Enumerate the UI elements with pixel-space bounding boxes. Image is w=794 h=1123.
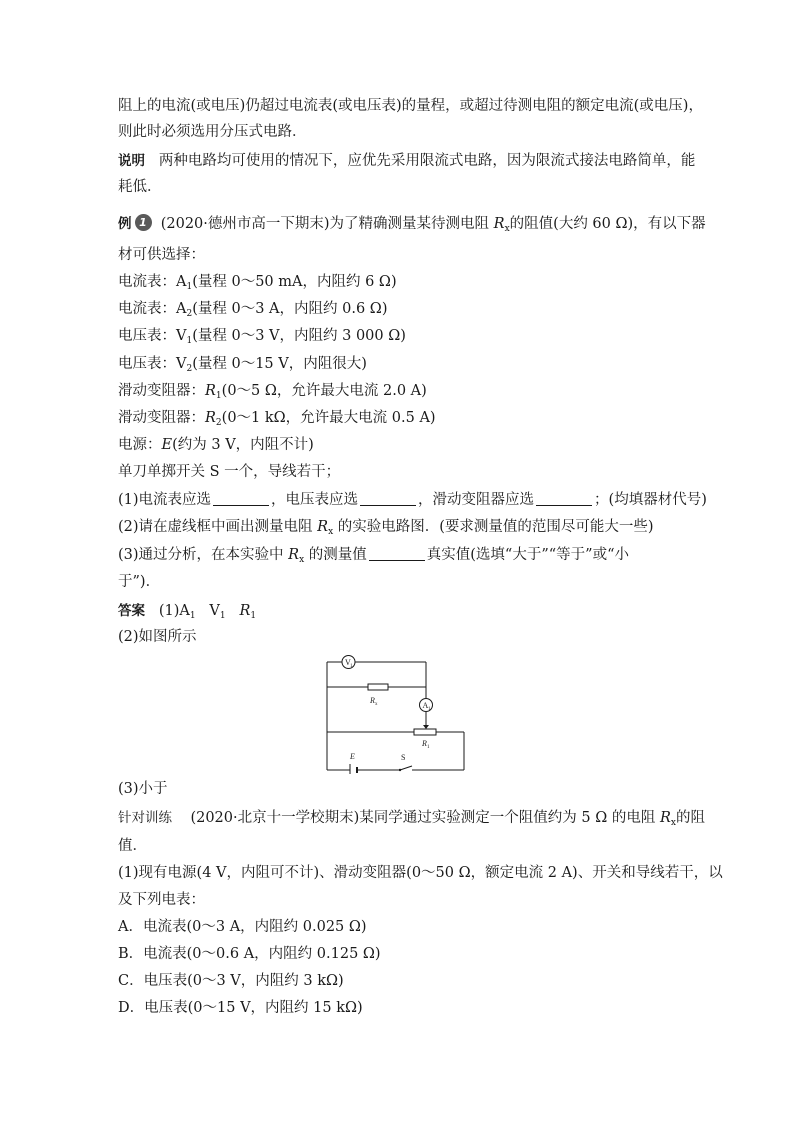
equipment-item: 电压表：$V_1$(量程 0～3 V，内阻约 3 000 Ω) [118,328,406,346]
question-3: (3)通过分析，在本实验中 $R_x$ 的测量值 真实值(选填“大于”“等于”或“小 [118,547,629,565]
example-text-b: 的阻值(大约 60 Ω)，有以下器 [509,216,706,232]
equipment-item: 电流表：$A_2$(量程 0～3 A，内阻约 0.6 Ω) [118,301,388,319]
svg-text:1: 1 [350,664,353,669]
battery-label: E [350,752,355,761]
svg-text:1: 1 [427,745,430,750]
intro-line-1: 阻上的电流(或电压)仍超过电流表(或电压表)的量程，或超过待测电阻的额定电流(或电压)， [118,98,703,114]
answer-blank[interactable] [360,491,416,506]
equipment-item: 滑动变阻器：$R_1(0\sim 5$ Ω，允许最大电流 2.0 A) [118,383,427,401]
training-part-1-line-2: 及下列电表： [118,892,205,908]
equipment-item: 电流表：$A_1$(量程 0～50 mA，内阻约 6 Ω) [118,274,397,292]
ammeter-label: A [422,701,429,710]
training-line-2: 值． [118,838,147,854]
example-text-a: (2020·德州市高一下期末)为了精确测量某待测电阻 [160,216,494,232]
equipment-item: 滑动变阻器：$R_2(0\sim 1$ kΩ，允许最大电流 0.5 A) [118,410,436,428]
question-3-line-2: 于”)． [118,574,161,590]
example-label: 例 [118,216,132,232]
equipment-item: 单刀单掷开关 S 一个，导线若干； [118,464,341,480]
note-label: 说明 [118,153,145,169]
answer-label: 答案 [118,603,145,619]
answer-line-1: 答案 $(1)A_1$ $V_1$ $R_1$ [118,603,257,621]
question-2: (2)请在虚线框中画出测量电阻 $R_x$ 的实验电路图．(要求测量值的范围尽可能大一些) [118,519,654,537]
slider-arrow-icon [423,725,429,729]
note-line [118,151,695,171]
option-c: C．电压表(0～3 V，内阻约 3 kΩ) [118,973,344,989]
switch-label: S [401,753,406,762]
example-heading: 例 1 (2020·德州市高一下期末)为了精确测量某待测电阻 $R_x$的阻值(大约 60 Ω)，有以下器 [118,216,706,234]
r1-label: R [422,739,427,748]
answer-line-2: (2)如图所示 [118,629,197,645]
svg-text:1: 1 [428,707,431,712]
equipment-item: 电压表：$V_2$(量程 0～15 V，内阻很大) [118,356,367,374]
resistor-rx-icon [368,684,388,690]
option-a: A．电流表(0～3 A，内阻约 0.025 Ω) [118,919,367,935]
option-d: D．电压表(0～15 V，内阻约 15 kΩ) [118,1000,363,1016]
training-label: 针对训练 [118,810,172,826]
answer-line-3: (3)小于 [118,781,168,797]
switch-icon [400,766,412,770]
voltmeter-label: V [345,658,351,667]
answer-blank[interactable] [213,491,269,506]
note-line-2: 耗低． [118,179,162,195]
note-text: 两种电路均可使用的情况下，应优先采用限流式电路，因为限流式接法电路简单，能 [158,153,696,169]
equipment-item: 电源：E(约为 3 V，内阻不计) [118,437,314,453]
option-b: B．电流表(0～0.6 A，内阻约 0.125 Ω) [118,946,381,962]
question-1: (1)电流表应选 ，电压表应选 ，滑动变阻器应选 ；(均填器材代号) [118,492,707,508]
rheostat-icon [414,729,436,735]
example-line-2: 材可供选择： [118,247,205,263]
answer-blank[interactable] [369,546,425,561]
svg-text:x: x [375,702,378,707]
intro-line-2: 则此时必须选用分压式电路． [118,124,307,140]
example-number-badge: 1 [135,214,152,231]
training-heading: 针对训练 (2020·北京十一学校期末)某同学通过实验测定一个阻值约为 5 Ω 的电阻 $R_x$的阻 [118,810,705,828]
rx-label: R [370,696,375,705]
circuit-diagram [320,648,470,774]
answer-blank[interactable] [536,491,592,506]
rx-symbol: R [493,216,505,232]
training-part-1: (1)现有电源(4 V，内阻可不计)、滑动变阻器(0～50 Ω，额定电流 2 A)、开关和导线若干，以 [118,865,723,881]
